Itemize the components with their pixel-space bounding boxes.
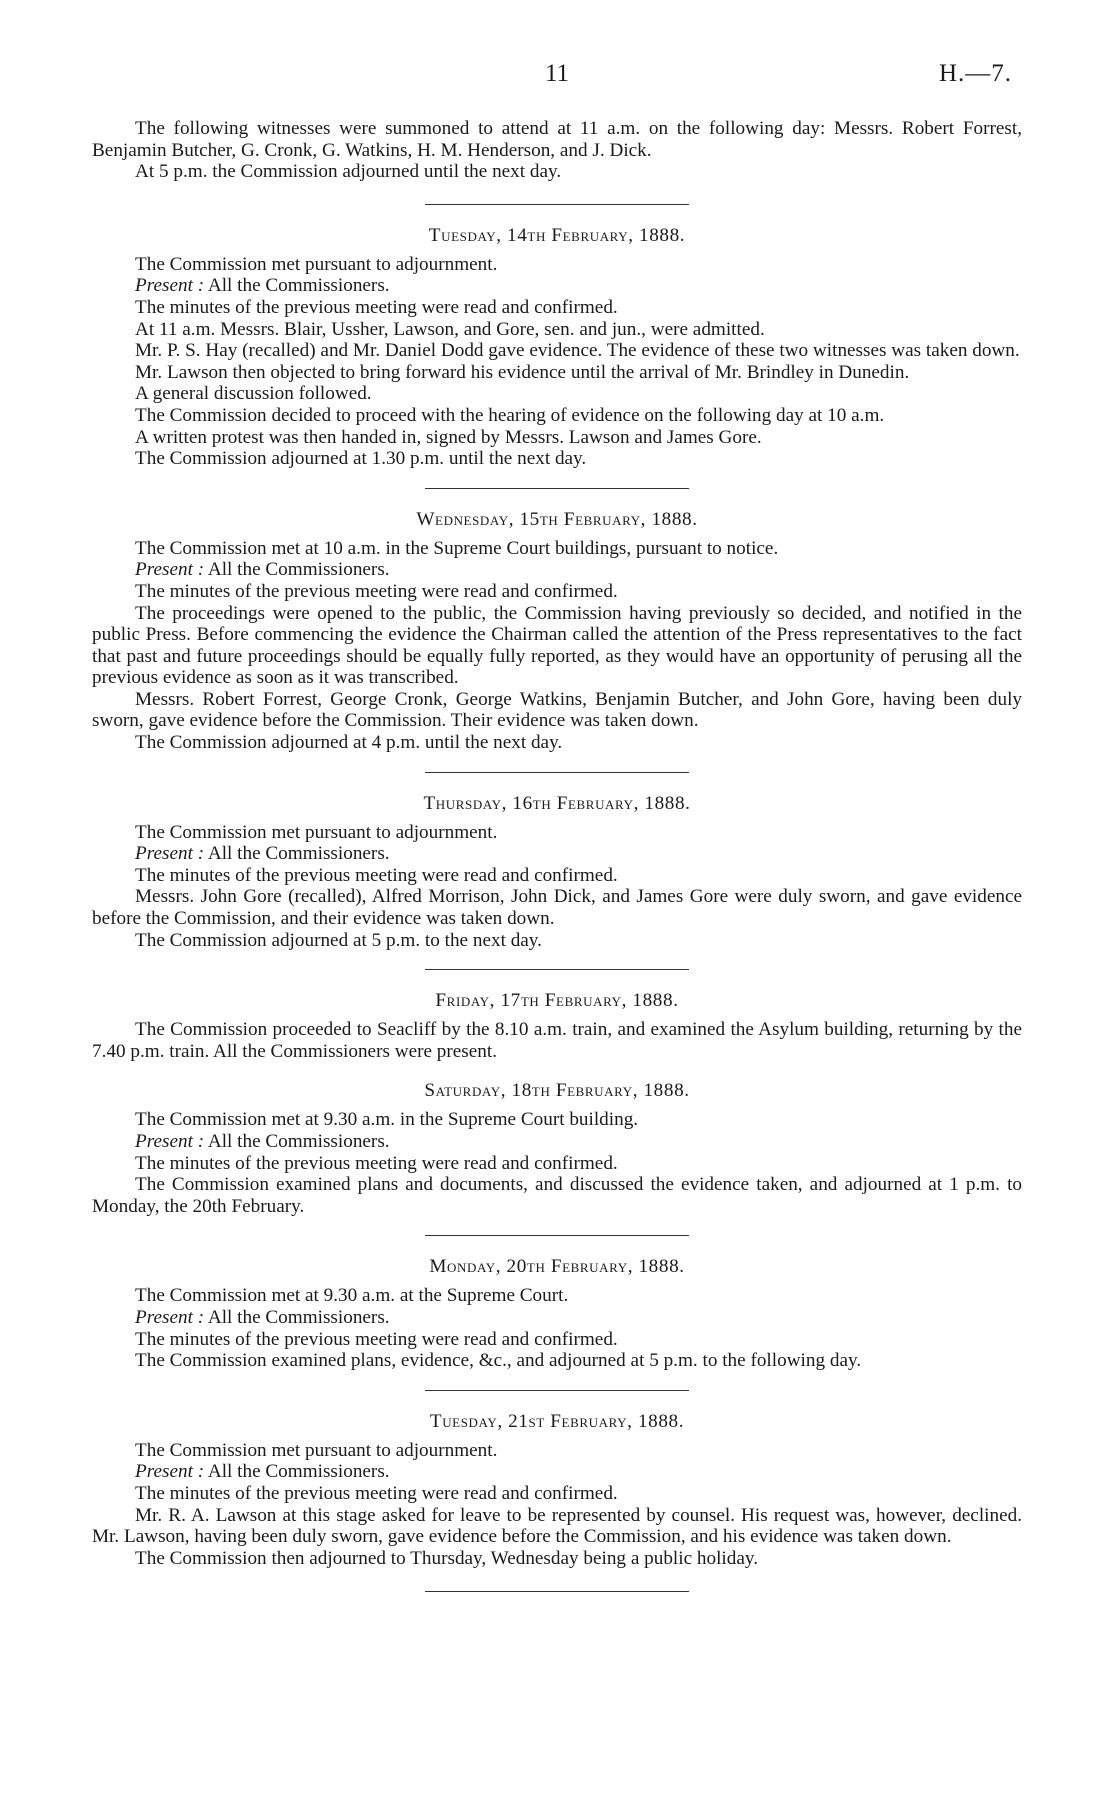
present-label: Present : [135, 1131, 205, 1152]
paragraph-text: The minutes of the previous meeting were read and confirmed. [135, 1328, 618, 1350]
minutes-paragraph [92, 1174, 1022, 1217]
minutes-paragraph [92, 427, 1022, 449]
present-label: Present : [135, 843, 205, 865]
section-divider [425, 204, 689, 205]
minutes-paragraph [92, 1505, 1022, 1548]
minutes-paragraph [92, 559, 1022, 581]
minutes-paragraph [92, 886, 1022, 929]
section-divider [425, 1235, 689, 1236]
paragraph-text: A written protest was then handed in, signed by Messrs. Lawson and James Gore. [135, 426, 762, 448]
paragraph-text: The Commission adjourned at 5 p.m. to the next day. [135, 929, 542, 951]
minutes-section [92, 1080, 1022, 1217]
paragraph-text: The minutes of the previous meeting were read and confirmed. [135, 864, 618, 886]
minutes-sections [92, 204, 1022, 1593]
minutes-paragraph [92, 1019, 1022, 1062]
paragraph-text: A general discussion followed. [135, 383, 372, 405]
minutes-paragraph [92, 732, 1022, 754]
minutes-paragraph [92, 319, 1022, 341]
minutes-section [92, 1411, 1022, 1570]
minutes-paragraph [92, 1109, 1022, 1131]
document-page [92, 0, 1022, 1612]
paragraph-text: The Commission examined plans, evidence, &c., and adjourned at 5 p.m. to the following day. [135, 1350, 862, 1372]
paragraph-text: Mr. R. A. Lawson at this stage asked for leave to be represented by counsel. His request was, however, declined. Mr. Lawson, having been duly sworn, gave evidence before the Commission, and his evidence was taken down. [92, 1504, 1022, 1548]
paragraph-text: Mr. Lawson then objected to bring forward his evidence until the arrival of Mr. Brindley in Dunedin. [135, 361, 910, 383]
minutes-paragraph [92, 1483, 1022, 1505]
paragraph-text: All the Commissioners. [204, 843, 390, 865]
page-header [92, 0, 1022, 118]
paragraph-text: The minutes of the previous meeting were read and confirmed. [135, 580, 618, 602]
section-heading: Wednesday, 15th February, 1888. [416, 508, 698, 530]
minutes-paragraph [92, 1548, 1022, 1570]
paragraph-text: At 11 a.m. Messrs. Blair, Ussher, Lawson, and Gore, sen. and jun., were admitted. [135, 318, 765, 340]
minutes-paragraph [92, 1440, 1022, 1462]
minutes-paragraph [92, 689, 1022, 732]
minutes-paragraph [92, 1153, 1022, 1175]
section-gap [92, 1062, 1022, 1080]
paragraph-text: All the Commissioners. [204, 559, 390, 581]
minutes-paragraph [92, 362, 1022, 384]
present-label: Present : [135, 559, 205, 581]
minutes-paragraph [92, 1461, 1022, 1483]
present-label: Present : [135, 1461, 205, 1483]
minutes-paragraph [92, 581, 1022, 603]
minutes-paragraph [92, 538, 1022, 560]
paragraph-text: All the Commissioners. [204, 1131, 390, 1152]
intro-paragraph: The following witnesses were summoned to attend at 11 a.m. on the following day: Messrs. Robert Forrest, Benjamin Butcher, G. Cronk, G. Watkins, H. M. Henderson, and J. Dick. [92, 118, 1022, 161]
section-heading: Monday, 20th February, 1888. [429, 1256, 685, 1278]
minutes-paragraph [92, 275, 1022, 297]
minutes-paragraph [92, 340, 1022, 362]
minutes-paragraph [92, 1285, 1022, 1307]
paragraph-text: The Commission met pursuant to adjournment. [135, 253, 498, 275]
paragraph-text: The Commission examined plans and documents, and discussed the evidence taken, and adjourned at 1 p.m. to Monday, the 20th February. [92, 1174, 1022, 1217]
minutes-paragraph [92, 930, 1022, 952]
minutes-section [92, 509, 1022, 754]
present-label: Present : [135, 275, 205, 297]
minutes-section [92, 225, 1022, 470]
section-heading: Thursday, 16th February, 1888. [423, 792, 691, 814]
page-number: 11 [544, 60, 570, 87]
intro-paragraph: At 5 p.m. the Commission adjourned until the next day. [135, 161, 562, 183]
minutes-paragraph [92, 297, 1022, 319]
paragraph-text: The Commission met pursuant to adjournment. [135, 821, 498, 843]
minutes-section [92, 1256, 1022, 1371]
page-reference: H.—7. [938, 60, 1012, 87]
minutes-paragraph [92, 843, 1022, 865]
section-divider [425, 969, 689, 970]
paragraph-text: The Commission met at 9.30 a.m. at the Supreme Court. [135, 1285, 569, 1307]
paragraph-text: The minutes of the previous meeting were read and confirmed. [135, 1482, 618, 1504]
paragraph-text: The minutes of the previous meeting were read and confirmed. [135, 1152, 618, 1174]
minutes-paragraph [92, 405, 1022, 427]
paragraph-text: All the Commissioners. [204, 275, 390, 297]
paragraph-text: The Commission adjourned at 4 p.m. until the next day. [135, 732, 563, 754]
minutes-paragraph [92, 1350, 1022, 1372]
minutes-paragraph [92, 448, 1022, 470]
minutes-section [92, 793, 1022, 952]
paragraph-text: The Commission then adjourned to Thursday, Wednesday being a public holiday. [135, 1547, 759, 1569]
paragraph-text: Messrs. Robert Forrest, George Cronk, George Watkins, Benjamin Butcher, and John Gore, having been duly sworn, gave evidence before the Commission. Their evidence was taken down. [92, 688, 1022, 732]
minutes-paragraph [92, 822, 1022, 844]
section-heading: Saturday, 18th February, 1888. [424, 1080, 690, 1102]
minutes-paragraph [92, 1131, 1022, 1153]
present-label: Present : [135, 1306, 205, 1328]
paragraph-text: The Commission met at 9.30 a.m. in the Supreme Court building. [135, 1109, 639, 1131]
paragraph-text: The Commission adjourned at 1.30 p.m. until the next day. [135, 448, 587, 470]
closing-divider [425, 1591, 689, 1592]
minutes-section [92, 990, 1022, 1062]
paragraph-text: All the Commissioners. [204, 1306, 390, 1328]
minutes-paragraph [92, 383, 1022, 405]
paragraph-text: Messrs. John Gore (recalled), Alfred Morrison, John Dick, and James Gore were duly sworn, and gave evidence before the Commission, and their evidence was taken down. [92, 886, 1022, 930]
paragraph-text: The Commission met at 10 a.m. in the Supreme Court buildings, pursuant to notice. [135, 537, 779, 559]
paragraph-text: All the Commissioners. [204, 1461, 390, 1483]
minutes-paragraph [92, 603, 1022, 689]
paragraph-text: Mr. P. S. Hay (recalled) and Mr. Daniel Dodd gave evidence. The evidence of these two witnesses was taken down. [135, 340, 1020, 362]
minutes-paragraph [92, 1307, 1022, 1329]
section-divider [425, 488, 689, 489]
minutes-paragraph [92, 254, 1022, 276]
section-divider [425, 772, 689, 773]
section-heading: Friday, 17th February, 1888. [435, 990, 679, 1012]
section-heading: Tuesday, 21st February, 1888. [429, 1410, 685, 1432]
section-divider [425, 1390, 689, 1391]
minutes-paragraph [92, 1329, 1022, 1351]
paragraph-text: The proceedings were opened to the public, the Commission having previously so decided, and notified in the public Press. Before commencing the evidence the Chairman called the attention of the Press representatives to the fact that past and future proceedings should be equally fully reported, as they would have an opportunity of perusing all the previous evidence as soon as it was transcribed. [92, 602, 1022, 689]
paragraph-text: The Commission met pursuant to adjournment. [135, 1439, 498, 1461]
paragraph-text: The minutes of the previous meeting were read and confirmed. [135, 296, 618, 318]
paragraph-text: The Commission decided to proceed with the hearing of evidence on the following day at 10 a.m. [135, 404, 885, 426]
paragraph-text: The Commission proceeded to Seacliff by the 8.10 a.m. train, and examined the Asylum building, returning by the 7.40 p.m. train. All the Commissioners were present. [92, 1019, 1022, 1062]
minutes-paragraph [92, 865, 1022, 887]
section-heading: Tuesday, 14th February, 1888. [428, 224, 686, 246]
intro-block [92, 118, 1022, 183]
